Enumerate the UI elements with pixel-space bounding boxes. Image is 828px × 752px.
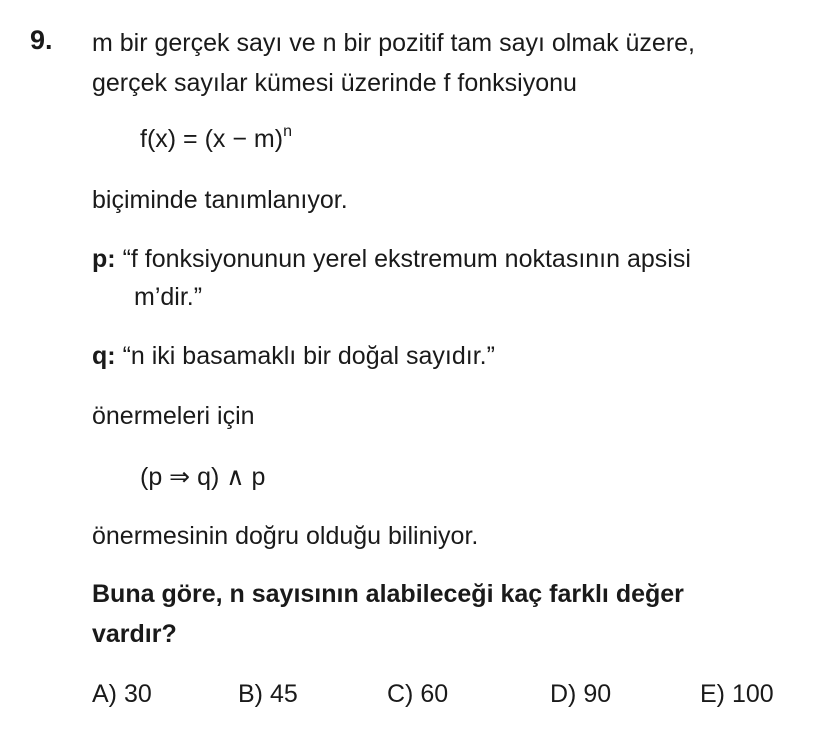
formula-base: f(x) = (x − m) — [140, 125, 284, 153]
intro-line-2: gerçek sayılar kümesi üzerinde f fonksiyonu — [92, 69, 577, 97]
option-c-value: 60 — [420, 680, 449, 708]
option-e-value: 100 — [731, 680, 774, 708]
option-e[interactable] — [700, 679, 774, 709]
compound-statement: (p ⇒ q) ∧ p — [140, 463, 266, 491]
q-text: “n iki basamaklı bir doğal sayıdır.” — [122, 342, 495, 370]
option-a-letter: A) — [92, 680, 117, 708]
ask-line-1: Buna göre, n sayısının alabileceği kaç farklı değer — [92, 580, 684, 608]
intro-line-1: m bir gerçek sayı ve n bir pozitif tam sayı olmak üzere, — [92, 29, 695, 57]
q-label: q: — [92, 342, 116, 370]
question-number: 9. — [30, 25, 53, 55]
option-c-letter: C) — [387, 680, 414, 708]
function-formula — [140, 124, 292, 154]
formula-exponent: n — [283, 123, 292, 140]
p-text-line-1: “f fonksiyonunun yerel ekstremum noktasının apsisi — [122, 245, 691, 273]
p-text-line-2: m’dir.” — [134, 283, 203, 311]
option-d[interactable] — [550, 679, 611, 709]
option-c[interactable] — [387, 679, 448, 709]
statement-p — [92, 244, 691, 274]
option-a-value: 30 — [123, 680, 152, 708]
option-e-letter: E) — [700, 680, 725, 708]
defined-text: biçiminde tanımlanıyor. — [92, 186, 348, 214]
truth-text: önermesinin doğru olduğu biliniyor. — [92, 522, 479, 550]
option-b-value: 45 — [269, 680, 298, 708]
option-d-value: 90 — [583, 680, 612, 708]
p-label: p: — [92, 245, 116, 273]
for-statements-text: önermeleri için — [92, 402, 255, 430]
option-d-letter: D) — [550, 680, 577, 708]
option-b-letter: B) — [238, 680, 263, 708]
statement-q — [92, 341, 495, 371]
ask-line-2: vardır? — [92, 620, 177, 648]
option-b[interactable] — [238, 679, 298, 709]
option-a[interactable] — [92, 679, 152, 709]
